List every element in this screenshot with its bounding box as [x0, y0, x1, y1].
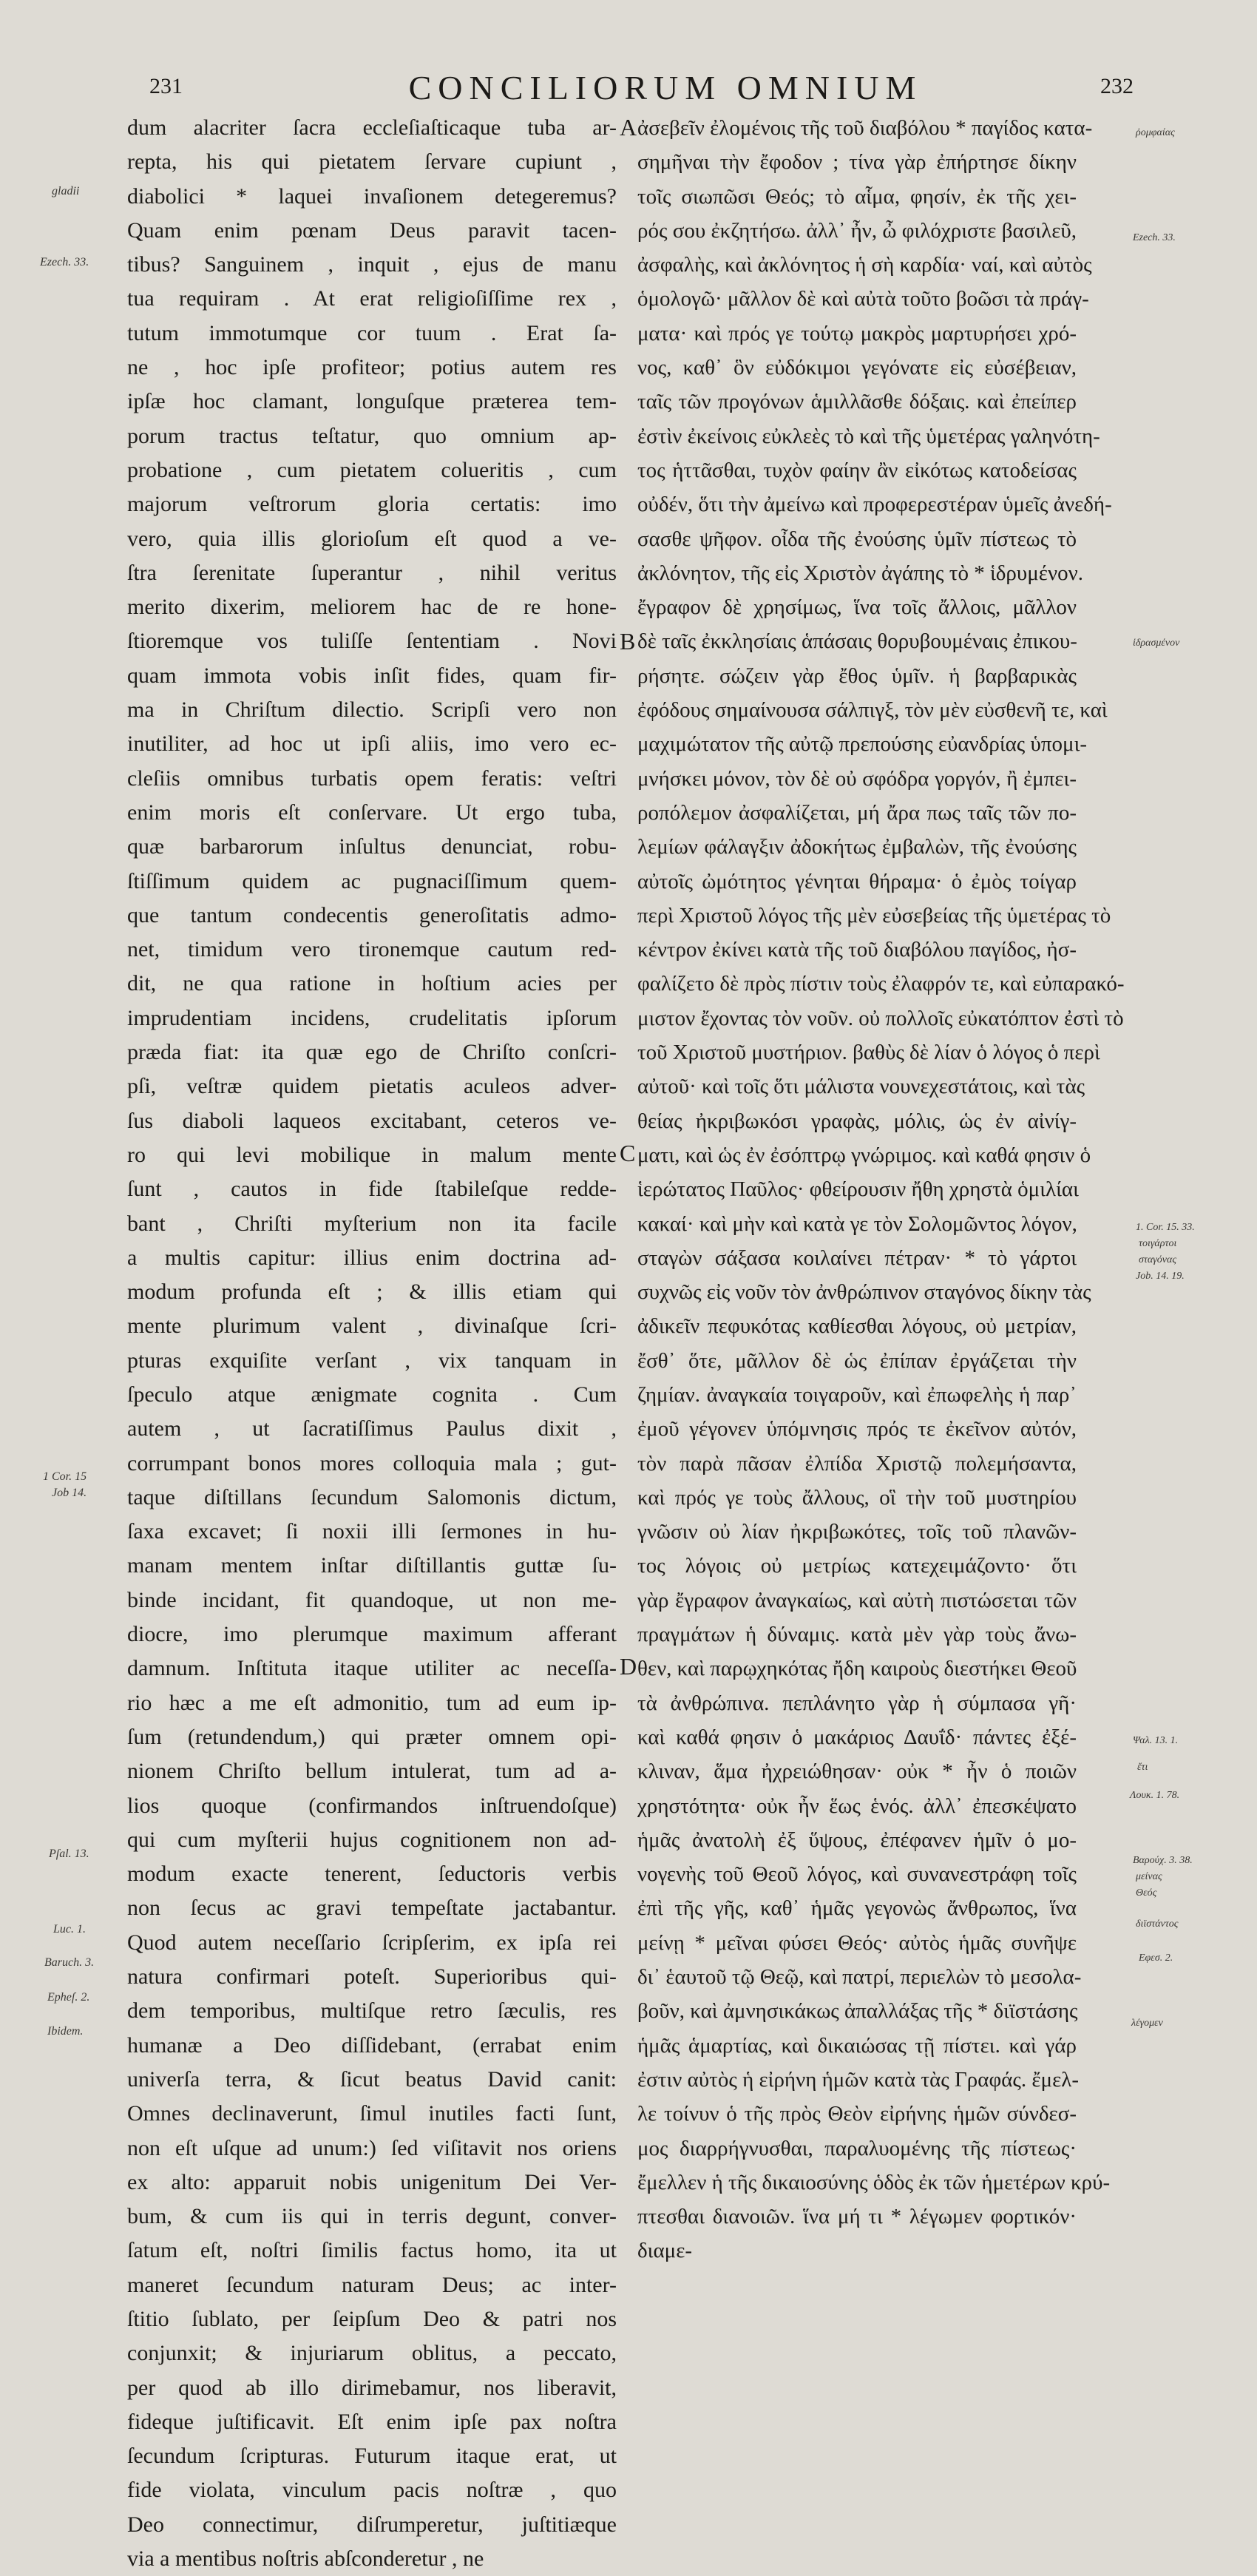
text-line: ρήσητε. σώζειν γὰρ ἔθος ὑμῖν. ἡ βαρβαρικὰς [637, 663, 1077, 688]
text-line: περὶ Χριστοῦ λόγος τῆς μὲν εὐσεβείας τῆς ὑμετέρας τὸ [637, 903, 1111, 927]
text-line: autem , ut ſacratiſſimus Paulus dixit , [127, 1416, 617, 1441]
margin-note-right: 1. Cor. 15. 33. [1136, 1222, 1195, 1233]
text-line: diocre, imo plerumque maximum afferant [127, 1622, 617, 1647]
text-line: quam immota vobis inſit fides, quam fir- [127, 663, 617, 688]
text-line: σασθε ψῆφον. οἶδα τῆς ἐνούσης ὑμῖν πίστεως τὸ [637, 527, 1077, 551]
text-line: non ſecus ac gravi tempeſtate jactabantur. [127, 1896, 617, 1921]
text-line: ſtioremque vos tuliſſe ſententiam . Novi [127, 629, 617, 654]
text-line: κακαί· καὶ μὴν καὶ κατὰ γε τὸν Σολομῶντος λόγον, [637, 1211, 1077, 1236]
text-line: probatione , cum pietatem colueritis , cum [127, 457, 617, 482]
text-line: διαμε- [637, 2239, 693, 2263]
text-line: ex alto: apparuit nobis unigenitum Dei Ver- [127, 2169, 617, 2194]
section-letter-a: A [620, 114, 637, 141]
margin-note-right: λέγομεν [1131, 2018, 1163, 2029]
page-number-left: 231 [149, 74, 183, 98]
text-line: tua requiram . At erat religioſiſſime rex , [127, 286, 617, 311]
margin-note-right: Job. 14. 19. [1136, 1271, 1185, 1282]
margin-note-right: Εφεσ. 2. [1139, 1953, 1173, 1964]
margin-note-left: gladii [52, 185, 80, 197]
text-line: ὁμολογῶ· μᾶλλον δὲ καὶ αὐτὰ τοῦτο βοῶσι τὰ πράγ- [637, 287, 1089, 311]
margin-note-right: Ezech. 33. [1133, 232, 1176, 243]
text-line: λεμίων φάλαγξιν ἀδοκήτως ἐμβαλὼν, τῆς ἐνούσης [637, 835, 1077, 859]
margin-note-right: Βαρούχ. 3. 38. [1133, 1855, 1193, 1866]
text-line: ἐφόδους σημαίνουσα σάλπιγξ, τὸν μὲν εὐσθενῆ τε, καὶ [637, 698, 1108, 723]
text-line: τοῦ Χριστοῦ μυστήριον. βαθὺς δὲ λίαν ὁ λόγος ὁ περὶ [637, 1041, 1100, 1065]
text-line: σταγὼν σάξασα κοιλαίνει πέτραν· * τὸ γάρτοι [637, 1245, 1077, 1270]
margin-note-right: ἱδρασμένον [1133, 638, 1180, 649]
text-line: μος διαρρήγνυσθαι, παραλυομένης τῆς πίστεως· [637, 2136, 1077, 2160]
text-line: ἀσεβεῖν ἐλομένοις τῆς τοῦ διαβόλου * παγίδος κατα- [637, 116, 1093, 140]
text-line: fideque juſtificavit. Eſt enim ipſe pax noſtra [127, 2409, 617, 2434]
text-line: ἐστὶν ἐκείνοις εὐκλεὲς τὸ καὶ τῆς ὑμετέρας γαληνότη- [637, 424, 1100, 448]
text-line: præda fiat: ita quæ ego de Chriſto conſcri- [127, 1040, 617, 1065]
text-line: ἀσφαλὴς, καὶ ἀκλόνητος ἡ σὴ καρδία· ναί, καὶ αὐτὸς [637, 253, 1092, 277]
text-line: Deo connectimur, diſrumperetur, juſtitiæque [127, 2512, 617, 2537]
text-line: λε τοίνυν ὁ τῆς πρὸς Θεὸν εἰρήνης ἡμῶν σύνδεσ- [637, 2102, 1077, 2126]
text-line: natura confirmari poteſt. Superioribus qui- [127, 1964, 617, 1990]
text-line: χρηστότητα· οὐκ ἦν ἕως ἑνός. ἀλλ᾽ ἐπεσκέψατο [637, 1794, 1077, 1818]
text-line: porum tractus teſtatur, quo omnium ap- [127, 423, 617, 448]
margin-note-right: ῥομφαίας [1136, 127, 1175, 138]
text-line: μιστον ἔχοντας τὸν νοῦν. οὐ πολλοῖς εὐκατόπτον ἐστὶ τὸ [637, 1006, 1124, 1030]
text-line: ſecundum ſcripturas. Futurum itaque erat, ut [127, 2444, 617, 2469]
margin-note-right: Θεός [1136, 1887, 1157, 1899]
text-line: μαχιμώτατον τῆς αὐτῷ πρεπούσης εὐανδρίας ὑπομι- [637, 732, 1088, 757]
text-line: σημῆναι τὴν ἔφοδον ; τίνα γὰρ ἐπήρτησε δίκην [637, 150, 1077, 175]
margin-note-left: Job 14. [52, 1487, 87, 1499]
text-line: ſatum eſt, noſtri ſimilis factus homo, ita ut [127, 2238, 617, 2263]
text-line: βοῦν, καὶ ἀμνησικάκως ἀπαλλάξας τῆς * διϊστάσης [637, 1999, 1078, 2024]
text-line: imprudentiam incidens, crudelitatis ipſorum [127, 1005, 617, 1030]
margin-note-right: σταγόνας [1139, 1254, 1177, 1265]
text-line: ἔγραφον δὲ χρησίμως, ἵνα τοῖς ἄλλοις, μᾶλλον [637, 595, 1077, 620]
text-line: pſi, veſtræ quidem pietatis aculeos adver- [127, 1074, 617, 1099]
text-line: ἀδικεῖν πεφυκότας καθίεσθαι λόγους, οὐ μετρίαν, [637, 1314, 1077, 1339]
text-line: nionem Chriſto bellum intulerat, tum ad a- [127, 1759, 617, 1784]
text-line: Quod autem neceſſario ſcripſerim, ex ipſa rei [127, 1930, 617, 1955]
text-line: καὶ πρός γε τοὺς ἄλλους, οἳ τὴν τοῦ μυστηρίου [637, 1485, 1077, 1510]
text-line: αὐτοῖς ὠμότητος γένηται θήραμα· ὁ ἐμὸς τοίγαρ [637, 869, 1077, 893]
text-line: net, timidum vero tironemque cautum red- [127, 937, 617, 962]
text-line: ἔσθ᾽ ὅτε, μᾶλλον δὲ ὡς ἐπίπαν ἐργάζεται τὴν [637, 1348, 1077, 1373]
page-number-right: 232 [1100, 74, 1134, 98]
text-line: ἐμοῦ γέγονεν ὑπόμνησις πρός τε ἐκεῖνον αὐτόν, [637, 1417, 1077, 1441]
text-line: μείνῃ * μεῖναι φύσει Θεός· αὐτὸς ἡμᾶς συνῆψε [637, 1930, 1077, 1955]
text-line: ἡμᾶς ἀνατολὴ ἐξ ὕψους, ἐπέφανεν ἡμῖν ὁ μο- [637, 1828, 1077, 1852]
text-line: vero, quia illis glorioſum eſt quod a ve- [127, 526, 617, 551]
section-letter-d: D [620, 1653, 637, 1680]
text-line: καὶ καθά φησιν ὁ μακάριος Δαυΐδ· πάντες ἐξέ- [637, 1725, 1077, 1749]
text-line: enim moris eſt conſervare. Ut ergo tuba, [127, 799, 617, 825]
text-line: νογενὴς τοῦ Θεοῦ λόγος, καὶ συνανεστράφη τοῖς [637, 1862, 1077, 1887]
margin-note-left: Epheſ. 2. [47, 1991, 90, 2004]
text-line: θεν, καὶ παρῳχηκότας ἤδη καιροὺς διεστήκει Θεοῦ [637, 1657, 1077, 1681]
text-line: ma in Chriſtum dilectio. Scripſi vero non [127, 697, 617, 723]
text-line: maneret ſecundum naturam Deus; ac inter- [127, 2272, 617, 2297]
text-line: δι᾽ ἑαυτοῦ τῷ Θεῷ, καὶ πατρί, περιελὼν τὸ μεσολα- [637, 1965, 1082, 1990]
margin-note-right: ἔτι [1137, 1762, 1148, 1773]
text-line: cleſiis omnibus turbatis opem feratis: veſtri [127, 765, 617, 791]
margin-note-left: Pſal. 13. [49, 1848, 89, 1860]
margin-note-left: Luc. 1. [53, 1923, 86, 1936]
text-line: binde incidant, fit quandoque, ut non me- [127, 1587, 617, 1612]
text-line: πτεσθαι διανοιῶν. ἵνα μή τι * λέγωμεν φορτικόν· [637, 2205, 1077, 2229]
text-line: modum profunda eſt ; & illis etiam qui [127, 1279, 617, 1305]
text-line: ζημίαν. ἀναγκαία τοιγαροῦν, καὶ ἐπωφελὴς ἡ παρ᾽ [637, 1382, 1077, 1407]
text-line: ſtiſſimum quidem ac pugnaciſſimum quem- [127, 868, 617, 893]
text-line: φαλίζετο δὲ πρὸς πίστιν τοὺς ἐλαφρόν τε, καὶ εὐπαρακό- [637, 972, 1125, 996]
text-line: damnum. Inſtituta itaque utiliter ac neceſſa- [127, 1656, 617, 1681]
text-line: ipſæ hoc clamant, longuſque præterea tem- [127, 389, 617, 414]
margin-note-right: Ψαλ. 13. 1. [1133, 1735, 1179, 1746]
text-line: ἀκλόνητον, τῆς εἰς Χριστὸν ἀγάπης τὸ * ἱδρυμένον. [637, 561, 1083, 585]
text-line: ne , hoc ipſe profiteor; potius autem res [127, 355, 617, 380]
text-line: κέντρον ἐκίνει κατὰ τῆς τοῦ διαβόλου παγίδος, ἠσ- [637, 938, 1077, 962]
text-line: a multis capitur: illius enim doctrina ad- [127, 1245, 617, 1270]
text-line: νος, καθ᾽ ὃν εὐδόκιμοι γεγόνατε εἰς εὐσέβειαν, [637, 356, 1077, 380]
text-line: humanæ a Deo diſſidebant, (errabat enim [127, 2032, 617, 2058]
section-letter-b: B [620, 628, 636, 655]
text-line: ro qui levi mobilique in malum mente [127, 1142, 617, 1167]
text-line: conjunxit; & injuriarum oblitus, a peccato, [127, 2341, 617, 2366]
text-line: ſtra ſerenitate ſuperantur , nihil veritus [127, 560, 617, 585]
text-line: pturas exquiſite verſant , vix tanquam in [127, 1348, 617, 1373]
text-line: bant , Chriſti myſterium non ita facile [127, 1211, 617, 1236]
text-line: dem temporibus, multiſque retro ſæculis, res [127, 1998, 617, 2024]
margin-note-right: Λουκ. 1. 78. [1130, 1790, 1180, 1801]
text-line: modum exacte tenerent, ſeductoris verbis [127, 1862, 617, 1887]
text-line: πραγμάτων ἡ δύναμις. κατὰ μὲν γὰρ τοὺς ἄνω- [637, 1623, 1077, 1647]
text-line: per quod ab illo dirimebamur, nos liberavit, [127, 2375, 617, 2400]
latin-column [127, 111, 617, 2572]
text-line: τος ἡττᾶσθαι, τυχὸν φαίην ἂν εἰκότως κατοδείσας [637, 458, 1077, 482]
text-line: rio hæc a me eſt admonitio, tum ad eum ip- [127, 1690, 617, 1715]
text-line: γὰρ ἔγραφον ἀναγκαίως, καὶ αὐτὴ πιστώσεται τῶν [637, 1588, 1077, 1612]
text-line: ματι, καὶ ὡς ἐν ἐσόπτρῳ γνώριμος. καὶ καθά φησιν ὁ [637, 1143, 1091, 1167]
margin-note-left: Baruch. 3. [44, 1956, 95, 1969]
text-line: δὲ ταῖς ἐκκλησίαις ἁπάσαις θορυβουμέναις ἐπικου- [637, 629, 1077, 654]
text-line: que tantum condecentis generoſitatis admo- [127, 902, 617, 927]
text-line: οὐδέν, ὅτι τὴν ἀμείνω καὶ προφερεστέραν ὑμεῖς ἀνεδή- [637, 493, 1112, 517]
text-line: ἐστιν αὐτὸς ἡ εἰρήνη ἡμῶν κατὰ τὰς Γραφάς. ἔμελ- [637, 2067, 1079, 2092]
text-line: Omnes declinaverunt, ſimul inutiles facti ſunt, [127, 2101, 617, 2126]
greek-column [637, 111, 1125, 2263]
text-line: inutiliter, ad hoc ut ipſi aliis, imo vero ec- [127, 731, 617, 757]
text-line: non eſt uſque ad unum:) ſed viſitavit nos oriens [127, 2135, 617, 2160]
text-line: κλιναν, ἅμα ἠχρειώθησαν· οὐκ * ἦν ὁ ποιῶν [637, 1759, 1077, 1784]
text-line: bum, & cum iis qui in terris degunt, conver- [127, 2204, 617, 2229]
text-line: lios quoque (confirmandos inſtruendoſque) [127, 1793, 617, 1818]
text-line: γνῶσιν οὐ λίαν ἠκριβωκότες, τοῖς τοῦ πλανῶν- [637, 1520, 1077, 1544]
text-line: τὸν παρὰ πᾶσαν ἐλπίδα Χριστῷ πολεμήσαντα, [637, 1451, 1077, 1475]
text-line: ἱερώτατος Παῦλος· φθείρουσιν ἤθη χρηστὰ ὁμιλίαι [637, 1177, 1079, 1202]
text-line: quæ barbarorum inſultus denunciat, robu- [127, 834, 617, 859]
text-line: repta, his qui pietatem ſervare cupiunt , [127, 149, 617, 175]
text-line: qui cum myſterii hujus cognitionem non ad- [127, 1827, 617, 1852]
margin-note-right: μείνας [1136, 1871, 1162, 1882]
margin-note-left: 1 Cor. 15 [43, 1470, 87, 1483]
margin-note-left: Ezech. 33. [40, 256, 89, 268]
text-line: ρός σου ἐκζητήσω. ἀλλ᾽ ἦν, ὦ φιλόχριστε βασιλεῦ, [637, 218, 1077, 243]
text-line: ſpeculo atque ænigmate cognita . Cum [127, 1382, 617, 1407]
margin-note-left: Ibidem. [47, 2025, 84, 2038]
running-title: CONCILIORUM OMNIUM [408, 69, 923, 107]
margin-note-right: τοιγάρτοι [1139, 1238, 1177, 1249]
text-line: ἐπὶ τῆς γῆς, καθ᾽ ἡμᾶς γεγονὼς ἄνθρωπος, ἵνα [637, 1896, 1077, 1921]
text-line: θείας ἠκριβωκόσι γραφὰς, μόλις, ὡς ἐν αἰνίγ- [637, 1109, 1077, 1133]
text-line: ſus diaboli laqueos excitabant, ceteros ve- [127, 1108, 617, 1133]
text-line: univerſa terra, & ſicut beatus David canit: [127, 2066, 617, 2092]
text-line: ροπόλεμον ἀσφαλίζεται, μή ἄρα πως ταῖς τῶν πο- [637, 800, 1077, 825]
text-line: merito dixerim, meliorem hac de re hone- [127, 595, 617, 620]
text-line: ſunt , cautos in fide ſtabileſque redde- [127, 1177, 617, 1202]
text-line: ταῖς τῶν προγόνων ἁμιλλᾶσθε δόξαις. καὶ ἐπείπερ [637, 390, 1077, 414]
text-line: dum alacriter ſacra eccleſiaſticaque tuba ar- [127, 115, 617, 140]
text-line: mente plurimum valent , divinaſque ſcri- [127, 1314, 617, 1339]
text-line: ἡμᾶς ἁμαρτίας, καὶ δικαιώσας τῇ πίστει. καὶ γάρ [637, 2033, 1077, 2058]
text-line: tibus? Sanguinem , inquit , ejus de manu [127, 252, 617, 277]
margin-note-right: διϊστάντος [1136, 1919, 1179, 1930]
text-line: ſtitio ſublato, per ſeipſum Deo & patri nos [127, 2307, 617, 2331]
text-line: τὰ ἀνθρώπινα. πεπλάνητο γὰρ ἡ σύμπασα γῆ· [637, 1691, 1077, 1715]
text-line: ἔμελλεν ἡ τῆς δικαιοσύνης ὁδὸς ἐκ τῶν ἡμετέρων κρύ- [637, 2170, 1111, 2194]
text-line: majorum veſtrorum gloria certatis: imo [127, 492, 617, 517]
text-line: Quam enim pœnam Deus paravit tacen- [127, 217, 617, 243]
text-line: ſum (retundendum,) qui præter omnem opi- [127, 1724, 617, 1749]
text-line: fide violata, vinculum pacis noſtræ , quo [127, 2478, 617, 2503]
text-line: diabolici * laquei invaſionem detegeremus? [127, 183, 617, 209]
text-line: μνήσκει μόνον, τὸν δὲ οὐ σφόδρα γοργόν, ἢ ἐμπει- [637, 766, 1077, 791]
text-line: συχνῶς εἰς νοῦν τὸν ἀνθρώπινον σταγόνος δίκην τὰς [637, 1280, 1091, 1305]
text-line: corrumpant bonos mores colloquia mala ; gut- [127, 1450, 617, 1475]
text-line: via a mentibus noſtris abſconderetur , ne [127, 2546, 484, 2572]
running-header [0, 68, 1257, 112]
text-line: manam mentem inſtar diſtillantis guttæ ſu- [127, 1553, 617, 1578]
text-line: αὐτοῦ· καὶ τοῖς ὅτι μάλιστα νουνεχεστάτοις, καὶ τὰς [637, 1075, 1085, 1099]
text-line: ſaxa excavet; ſi noxii illi ſermones in hu- [127, 1519, 617, 1544]
text-line: taque diſtillans ſecundum Salomonis dictum, [127, 1484, 617, 1510]
text-line: τοῖς σιωπῶσι Θεός; τὸ αἷμα, φησίν, ἐκ τῆς χει- [637, 184, 1077, 209]
text-line: τος λόγοις οὐ μετρίως κατεχειμάζοντο· ὅτι [637, 1554, 1077, 1578]
text-line: dit, ne qua ratione in hoſtium acies per [127, 971, 617, 996]
text-line: ματα· καὶ πρός γε τούτῳ μακρὸς μαρτυρήσει χρό- [637, 321, 1077, 345]
section-letter-c: C [620, 1140, 636, 1166]
text-line: tutum immotumque cor tuum . Erat ſa- [127, 320, 617, 345]
